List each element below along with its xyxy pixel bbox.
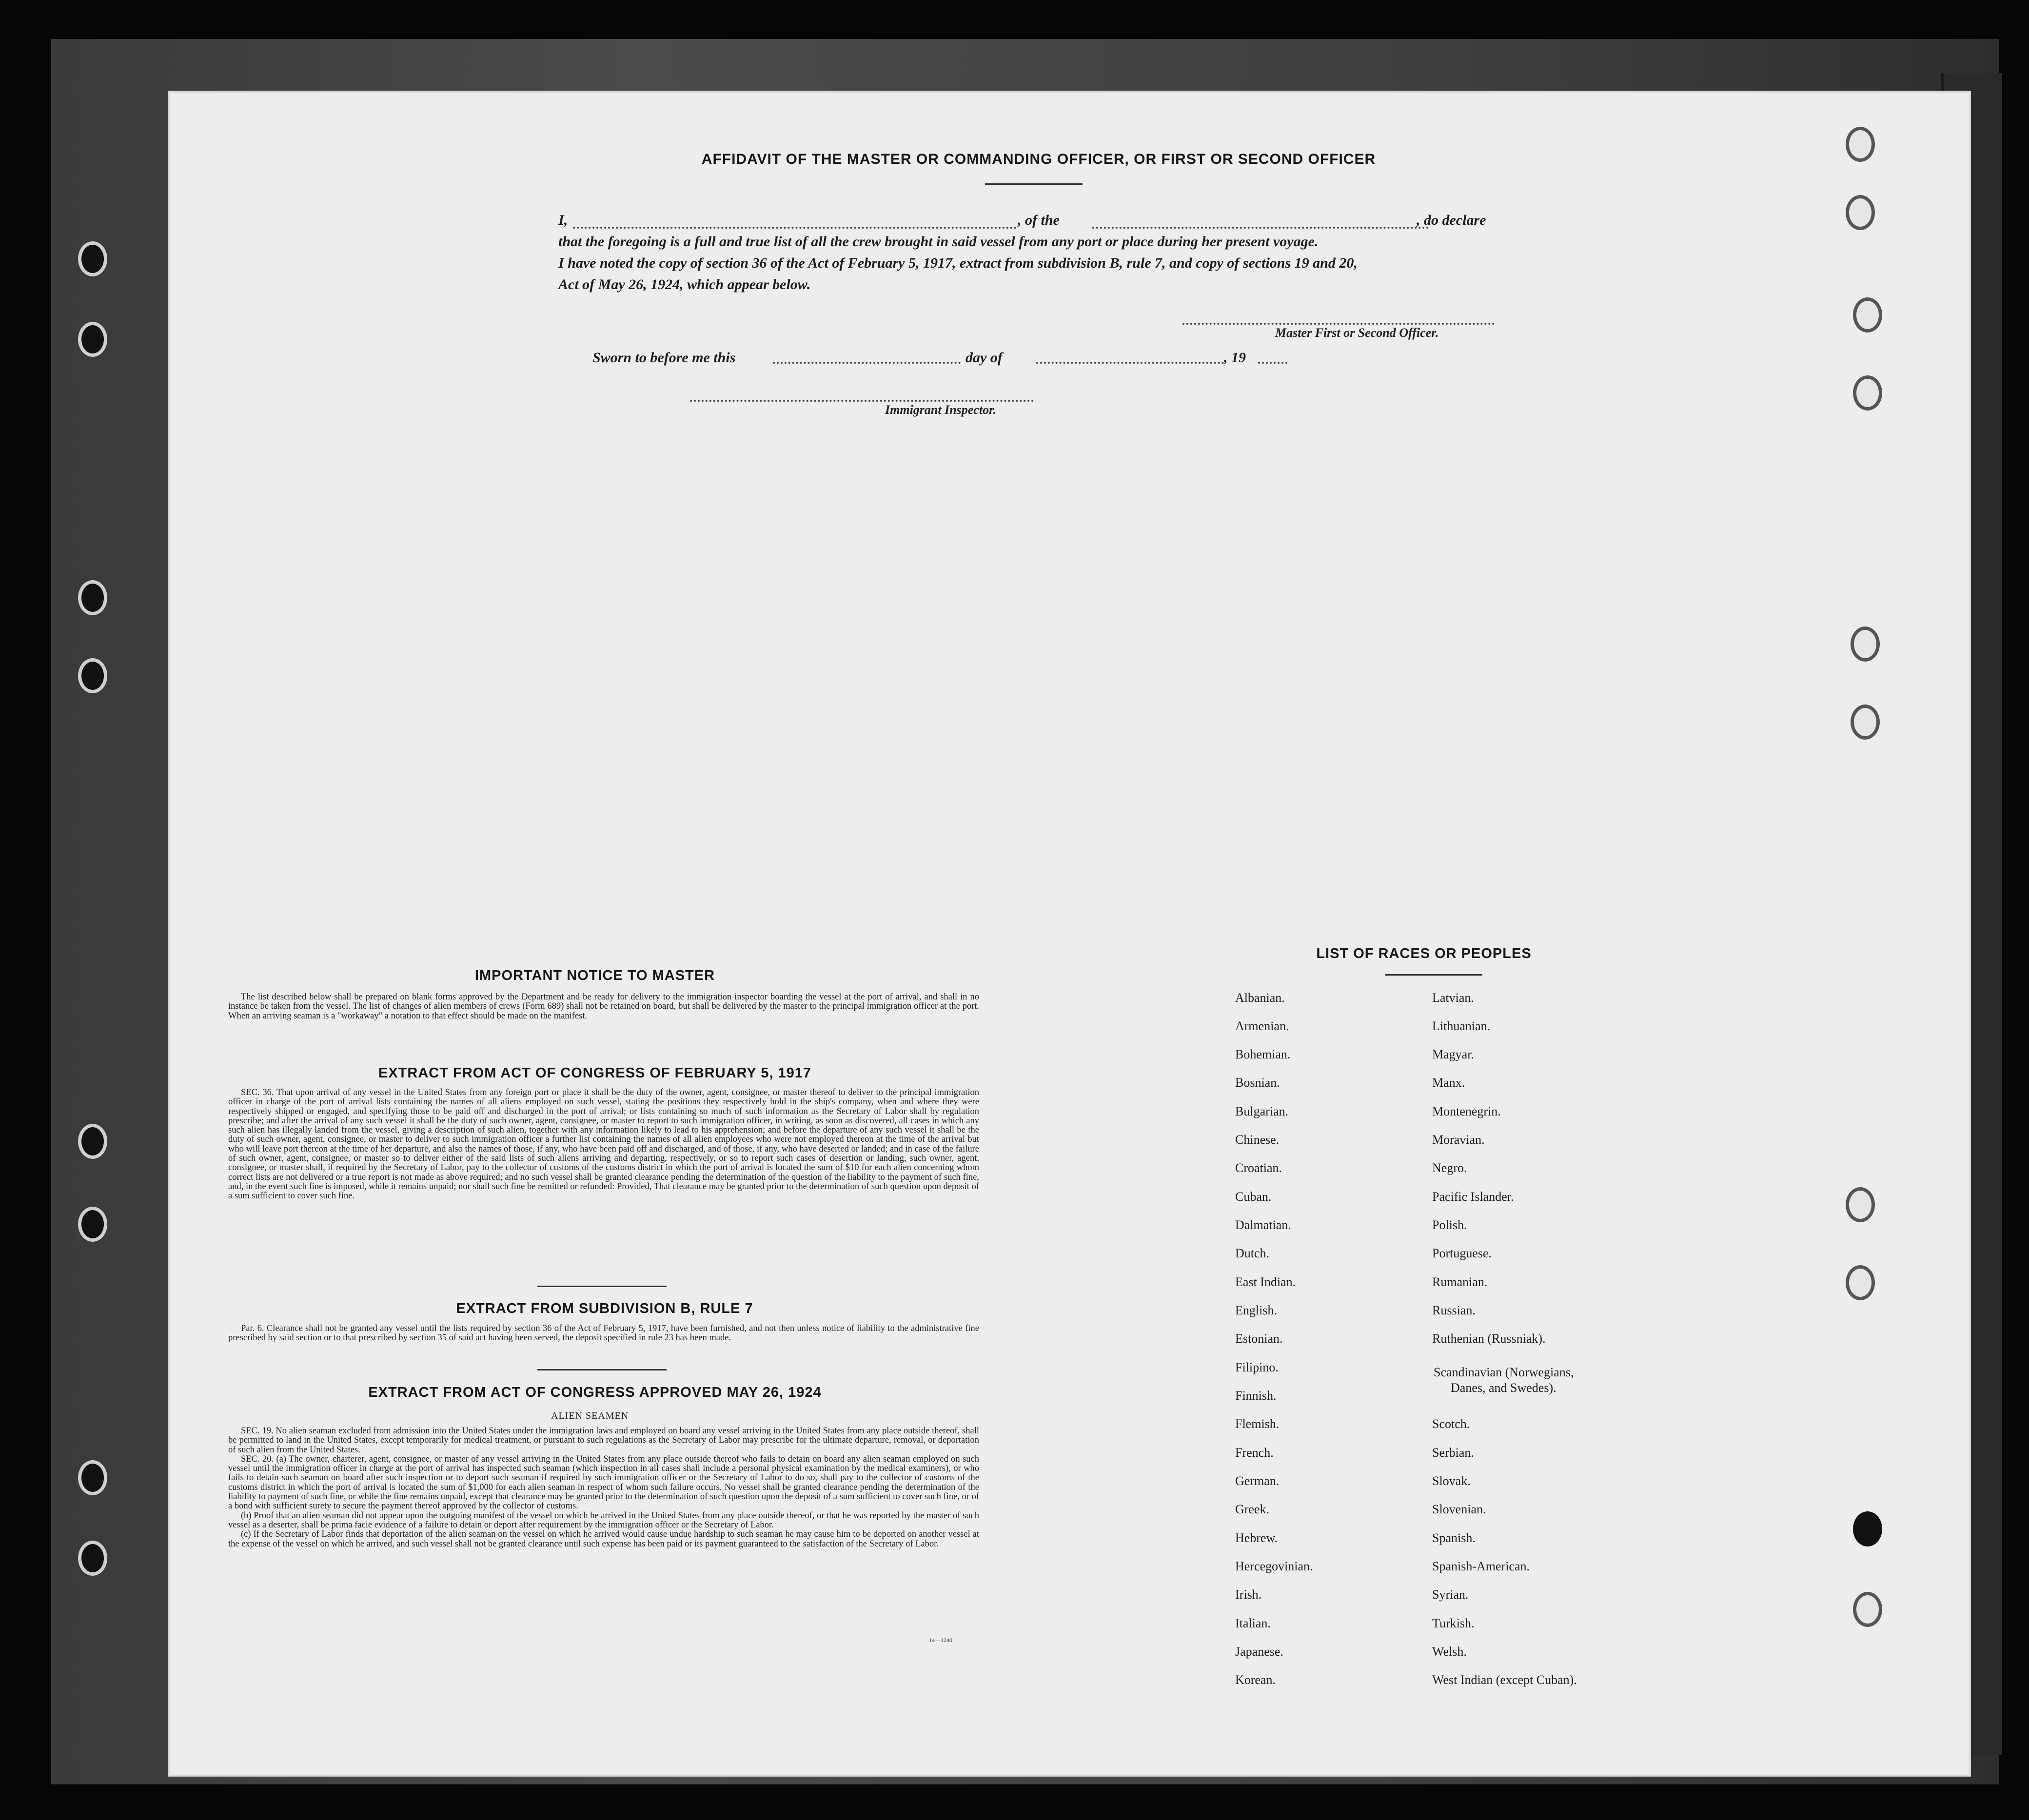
binder-hole	[1853, 1592, 1882, 1627]
race-item: Polish.	[1432, 1218, 1467, 1232]
race-item: Scandinavian (Norwegians,	[1434, 1365, 1574, 1379]
year-text: , 19	[1224, 350, 1246, 366]
race-item: Moravian.	[1432, 1133, 1485, 1147]
binder-hole	[78, 241, 107, 276]
race-item: Pacific Islander.	[1432, 1190, 1514, 1204]
notice-paragraph: The list described below shall be prepared on blank forms approved by the Department and be ready for delivery to the immigration inspector boarding the vessel at the port of arrival, and shall in no instance be taken from the vessel. The list of changes of alien members of crews (Form 689) shall not be retained on board, but shall be delivered by the master to the principal immigration officer at the port. When an arriving seaman is a "workaway" a notation to that effect should be made on the manifest.	[228, 992, 979, 1021]
divider	[537, 1369, 667, 1370]
day-of-text: day of	[965, 350, 1003, 366]
binder-hole	[1851, 626, 1880, 662]
affidavit-line-2: that the foregoing is a full and true list of all the crew brought in said vessel from any port or place during her present voyage.	[558, 234, 1319, 250]
race-item: Montenegrin.	[1432, 1104, 1501, 1118]
race-item: Croatian.	[1235, 1161, 1282, 1175]
binder-hole	[78, 658, 107, 693]
race-item: Negro.	[1432, 1161, 1467, 1175]
binder-hole	[1846, 195, 1875, 230]
binder-hole	[78, 1460, 107, 1495]
affidavit-do-declare: , do declare	[1417, 212, 1486, 228]
divider	[985, 183, 1083, 185]
race-item: Japanese.	[1235, 1644, 1283, 1659]
section-36-paragraph: SEC. 36. That upon arrival of any vessel in the United States from any foreign port or place it shall be the duty of the owner, agent, consignee, or master thereof to deliver to the principal immigration officer in charge of the port of arrival lists containing the names of all aliens employed on such vessel, stating the positions they respectively hold in the ship's company, when and where they were respectively shipped or engaged, and specifying those to be paid off and discharged in the port of arrival; or lists containing so much of such information as the Secretary of Labor shall by regulation prescribe; and after the arrival of any such vessel it shall be the duty of such owner, agent, consignee, or master to report to such immigration officer, in writing, as soon as discovered, all cases in which any such alien has illegally landed from the vessel, giving a description of such alien, together with any information likely to lead to his apprehension; and before the departure of any such vessel it shall be the duty of such owner, agent, consignee, or master to deliver to such immigration officer a further list containing the names of all alien employees who were not employed thereon at the time of the arrival but who will leave port thereon at the time of her departure, and also the names of those, if any, who have been paid off and discharged, and of those, if any, who have deserted or landed; and in case of the failure of such owner, agent, consignee, or master so to deliver either of the said lists of such aliens arriving and departing, respectively, or so to report such cases of desertion or landing, such owner, agent, consignee, or master shall, if required by the Secretary of Labor, pay to the collector of customs of the customs district in which the port of arrival is located the sum of $10 for each alien concerning whom correct lists are not delivered or a true report is not made as above required; and no such vessel shall be granted clearance pending the determination of the question of the liability to the payment of such fine, and, in the event such fine is imposed, while it remains unpaid; nor shall such fine be remitted or refunded: Provided, That clearance may be granted prior to the determination of such question upon deposit of a sum sufficient to cover such fine.	[228, 1088, 979, 1201]
binder-hole	[78, 580, 107, 615]
affidavit-heading: AFFIDAVIT OF THE MASTER OR COMMANDING OFFICER, OR FIRST OR SECOND OFFICER	[701, 151, 1376, 167]
race-item: Armenian.	[1235, 1019, 1289, 1033]
affidavit-of-the: , of the	[1018, 212, 1060, 228]
race-item: Magyar.	[1432, 1047, 1474, 1061]
blank-name	[573, 227, 1017, 229]
race-item: Ruthenian (Russniak).	[1432, 1331, 1546, 1346]
blank-year	[1258, 362, 1287, 364]
section-19-paragraph: SEC. 19. No alien seaman excluded from admission into the United States under the immigration laws and employed on board any vessel arriving in the United States from any place outside thereof, shall be permitted to land in the United States, except temporarily for medical treatment, or pursuant to such regulations as the Secretary of Labor may prescribe for the ultimate departure, removal, or deportation of such alien from the United States.	[228, 1426, 979, 1455]
race-item: Bulgarian.	[1235, 1104, 1289, 1118]
race-item: Russian.	[1432, 1303, 1476, 1317]
extract-1924-text	[228, 1427, 979, 1549]
extract-1924-heading: EXTRACT FROM ACT OF CONGRESS APPROVED MAY 26, 1924	[368, 1385, 822, 1400]
binder-hole	[1853, 1511, 1882, 1546]
race-item: Italian.	[1235, 1616, 1271, 1630]
race-item: Finnish.	[1235, 1389, 1277, 1403]
rule-7-heading: EXTRACT FROM SUBDIVISION B, RULE 7	[456, 1301, 753, 1316]
blank-vessel	[1092, 227, 1429, 229]
race-item: Manx.	[1432, 1076, 1465, 1090]
binder-hole	[78, 1124, 107, 1159]
race-item: Serbian.	[1432, 1446, 1474, 1460]
race-item: Bohemian.	[1235, 1047, 1291, 1061]
blank-master-signature	[1182, 323, 1495, 325]
races-heading: LIST OF RACES OR PEOPLES	[1316, 946, 1532, 961]
rule-7-text	[228, 1324, 979, 1343]
binder-hole	[1853, 297, 1882, 333]
race-item: Estonian.	[1235, 1331, 1283, 1346]
race-item: Chinese.	[1235, 1133, 1280, 1147]
extract-1917-heading: EXTRACT FROM ACT OF CONGRESS OF FEBRUARY 5, 1917	[378, 1065, 812, 1081]
race-item: Irish.	[1235, 1587, 1262, 1602]
race-item: Albanian.	[1235, 991, 1285, 1005]
master-signature-label: Master First or Second Officer.	[1275, 326, 1439, 340]
section-20c-paragraph: (c) If the Secretary of Labor finds that deportation of the alien seaman on the vessel on which he arrived would cause undue hardship to such seaman he may cause him to be deported on another vessel at the expense of the vessel on which he arrived, and such vessel shall not be granted clearance until such expense has been paid or its payment guaranteed to the satisfaction of the Secretary of Labor.	[228, 1529, 979, 1549]
race-item: Hebrew.	[1235, 1531, 1278, 1545]
inspector-signature-label: Immigrant Inspector.	[885, 403, 997, 417]
race-item: Rumanian.	[1432, 1275, 1488, 1289]
binder-hole	[1851, 705, 1880, 740]
rule-7-paragraph: Par. 6. Clearance shall not be granted any vessel until the lists required by section 36 of the Act of February 5, 1917, have been furnished, and not then unless notice of liability to the administrative fine prescribed by said section or to that prescribed by section 35 of said act having been served, the deposit specified in rule 23 has been made.	[228, 1324, 979, 1343]
race-item: Greek.	[1235, 1502, 1270, 1516]
race-item: Spanish.	[1432, 1531, 1476, 1545]
binder-hole	[78, 1541, 107, 1576]
race-item: Lithuanian.	[1432, 1019, 1491, 1033]
race-item: Slovak.	[1432, 1474, 1471, 1488]
affidavit-i: I,	[558, 212, 568, 228]
race-item: Flemish.	[1235, 1417, 1280, 1431]
divider	[1385, 974, 1482, 976]
form-number: 14—1240	[929, 1637, 952, 1644]
race-item: Cuban.	[1235, 1190, 1272, 1204]
race-item: Scotch.	[1432, 1417, 1470, 1431]
race-item: Syrian.	[1432, 1587, 1469, 1602]
affidavit-line-3: I have noted the copy of section 36 of the Act of February 5, 1917, extract from subdivision B, rule 7, and copy of sections 19 and 20,	[558, 255, 1358, 271]
affidavit-line-4: Act of May 26, 1924, which appear below.	[558, 276, 811, 293]
race-item: Dutch.	[1235, 1246, 1270, 1260]
binder-hole	[78, 322, 107, 357]
race-item: German.	[1235, 1474, 1280, 1488]
race-item: Portuguese.	[1432, 1246, 1492, 1260]
alien-seamen-subheading: ALIEN SEAMEN	[551, 1410, 629, 1421]
race-item: Latvian.	[1432, 991, 1474, 1005]
race-item: Korean.	[1235, 1673, 1276, 1687]
race-item: Welsh.	[1432, 1644, 1467, 1659]
binder-hole	[1846, 1187, 1875, 1222]
race-item: Hercegovinian.	[1235, 1559, 1313, 1573]
sworn-text: Sworn to before me this	[592, 350, 736, 366]
race-item: Danes, and Swedes).	[1451, 1381, 1556, 1395]
binder-hole	[78, 1207, 107, 1242]
race-item: Dalmatian.	[1235, 1218, 1291, 1232]
divider	[537, 1286, 667, 1287]
race-item: Spanish-American.	[1432, 1559, 1530, 1573]
race-item: French.	[1235, 1446, 1274, 1460]
race-item: Bosnian.	[1235, 1076, 1280, 1090]
race-item: East Indian.	[1235, 1275, 1296, 1289]
race-item: Turkish.	[1432, 1616, 1475, 1630]
blank-inspector-signature	[690, 400, 1034, 402]
blank-month	[1036, 362, 1224, 364]
blank-day	[773, 362, 961, 364]
binder-hole	[1846, 1265, 1875, 1300]
extract-1917-text	[228, 1088, 979, 1201]
race-item: Filipino.	[1235, 1360, 1279, 1374]
race-item: English.	[1235, 1303, 1277, 1317]
binder-hole	[1853, 375, 1882, 411]
notice-heading: IMPORTANT NOTICE TO MASTER	[474, 968, 715, 983]
race-item: West Indian (except Cuban).	[1432, 1673, 1577, 1687]
section-20a-paragraph: SEC. 20. (a) The owner, charterer, agent, consignee, or master of any vessel arriving in the United States from any place outside thereof who fails to detain on board any alien seaman employed on such vessel until the immigration officer in charge at the port of arrival has inspected such seaman (which inspection in all cases shall include a personal physical examination by the medical examiners), or who fails to detain such seaman on board after such inspection or to deport such seaman if required by such immigration officer or the Secretary of Labor to do so, shall pay to the collector of customs of the customs district in which the port of arrival is located the sum of $1,000 for each alien seaman in respect of whom such failure occurs. No vessel shall be granted clearance pending the determination of the liability to payment of such fine, or while the fine remains unpaid, except that clearance may be granted prior to the determination of such question upon the deposit of a sum sufficient to cover such fine, or of a bond with sufficient surety to secure the payment thereof approved by the collector of customs.	[228, 1454, 979, 1511]
notice-text	[228, 993, 979, 1021]
section-20b-paragraph: (b) Proof that an alien seaman did not appear upon the outgoing manifest of the vessel on which he arrived in the United States from any place outside thereof, or that he was reported by the master of such vessel as a deserter, shall be prima facie evidence of a failure to detain or deport after requirement by the immigration officer or the Secretary of Labor.	[228, 1510, 979, 1530]
race-item: Slovenian.	[1432, 1502, 1486, 1516]
binder-hole	[1846, 127, 1875, 162]
